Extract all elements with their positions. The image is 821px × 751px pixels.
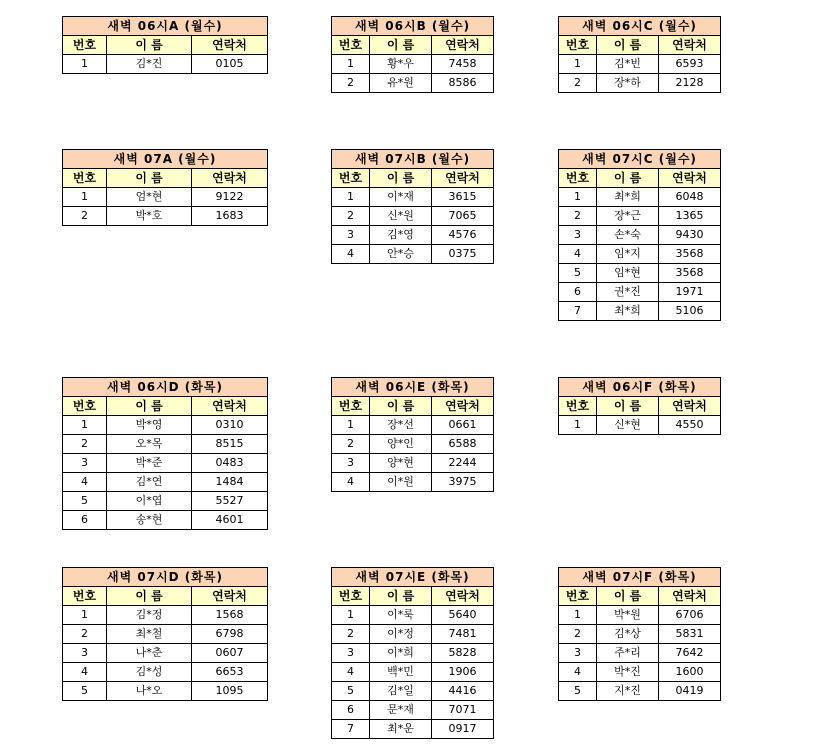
contact-number: 0105	[192, 55, 268, 74]
table-title: 새벽 07시F (화목)	[559, 568, 721, 587]
table-row	[559, 283, 721, 302]
row-number: 2	[63, 207, 107, 226]
contact-number: 0483	[192, 454, 268, 473]
contact-number: 6588	[432, 435, 494, 454]
member-name: 신*현	[597, 416, 659, 435]
header-name: 이 름	[597, 397, 659, 416]
row-number: 1	[332, 55, 370, 74]
contact-number: 3975	[432, 473, 494, 492]
member-name: 최*희	[597, 188, 659, 207]
header-name: 이 름	[370, 169, 432, 188]
member-name: 양*현	[370, 454, 432, 473]
table-row	[559, 264, 721, 283]
member-name: 백*민	[370, 663, 432, 682]
contact-number: 7458	[432, 55, 494, 74]
row-number: 3	[63, 454, 107, 473]
row-number: 2	[332, 207, 370, 226]
header-contact: 연락처	[192, 587, 268, 606]
class-table	[331, 16, 494, 93]
header-name: 이 름	[370, 397, 432, 416]
header-contact: 연락처	[192, 169, 268, 188]
table-row	[332, 644, 494, 663]
table-title: 새벽 06시F (화목)	[559, 378, 721, 397]
table-row	[63, 682, 268, 701]
member-name: 주*리	[597, 644, 659, 663]
member-name: 임*지	[597, 245, 659, 264]
member-name: 이*정	[370, 625, 432, 644]
member-name: 이*룩	[370, 606, 432, 625]
header-number: 번호	[63, 587, 107, 606]
table-row	[63, 492, 268, 511]
row-number: 7	[332, 720, 370, 739]
header-number: 번호	[332, 397, 370, 416]
member-name: 나*오	[107, 682, 192, 701]
header-number: 번호	[63, 36, 107, 55]
contact-number: 0310	[192, 416, 268, 435]
header-name: 이 름	[370, 587, 432, 606]
row-number: 2	[559, 207, 597, 226]
table-title: 새벽 06시C (월수)	[559, 17, 721, 36]
contact-number: 6798	[192, 625, 268, 644]
header-contact: 연락처	[432, 587, 494, 606]
header-number: 번호	[559, 169, 597, 188]
member-name: 임*현	[597, 264, 659, 283]
row-number: 4	[63, 663, 107, 682]
member-name: 김*영	[370, 226, 432, 245]
table-row	[559, 663, 721, 682]
table-row	[332, 473, 494, 492]
table-row	[559, 207, 721, 226]
table-row	[332, 245, 494, 264]
member-name: 김*진	[107, 55, 192, 74]
table-row	[332, 416, 494, 435]
table-row	[63, 663, 268, 682]
row-number: 4	[332, 473, 370, 492]
member-name: 김*연	[107, 473, 192, 492]
contact-number: 2244	[432, 454, 494, 473]
member-name: 박*호	[107, 207, 192, 226]
member-name: 최*희	[597, 302, 659, 321]
class-table	[331, 567, 494, 739]
row-number: 1	[63, 606, 107, 625]
table-title: 새벽 07시B (월수)	[332, 150, 494, 169]
class-table	[62, 16, 268, 74]
contact-number: 1484	[192, 473, 268, 492]
table-row	[559, 644, 721, 663]
contact-number: 5527	[192, 492, 268, 511]
table-row	[332, 188, 494, 207]
member-name: 김*성	[107, 663, 192, 682]
row-number: 4	[332, 663, 370, 682]
member-name: 장*하	[597, 74, 659, 93]
row-number: 1	[63, 55, 107, 74]
contact-number: 6593	[659, 55, 721, 74]
table-row	[559, 245, 721, 264]
member-name: 손*숙	[597, 226, 659, 245]
contact-number: 4550	[659, 416, 721, 435]
header-contact: 연락처	[659, 169, 721, 188]
row-number: 1	[559, 188, 597, 207]
header-contact: 연락처	[432, 36, 494, 55]
table-title: 새벽 06시A (월수)	[63, 17, 268, 36]
member-name: 송*현	[107, 511, 192, 530]
class-table	[62, 149, 268, 226]
contact-number: 3615	[432, 188, 494, 207]
contact-number: 8586	[432, 74, 494, 93]
row-number: 2	[332, 625, 370, 644]
table-row	[559, 188, 721, 207]
row-number: 6	[63, 511, 107, 530]
member-name: 이*재	[370, 188, 432, 207]
header-contact: 연락처	[659, 587, 721, 606]
member-name: 이*엽	[107, 492, 192, 511]
member-name: 김*상	[597, 625, 659, 644]
table-row	[559, 682, 721, 701]
member-name: 양*인	[370, 435, 432, 454]
row-number: 3	[559, 644, 597, 663]
member-name: 안*승	[370, 245, 432, 264]
header-contact: 연락처	[432, 397, 494, 416]
member-name: 오*목	[107, 435, 192, 454]
contact-number: 0375	[432, 245, 494, 264]
member-name: 유*원	[370, 74, 432, 93]
header-contact: 연락처	[659, 36, 721, 55]
contact-number: 6048	[659, 188, 721, 207]
member-name: 지*진	[597, 682, 659, 701]
header-name: 이 름	[107, 397, 192, 416]
member-name: 최*철	[107, 625, 192, 644]
member-name: 박*준	[107, 454, 192, 473]
table-row	[63, 435, 268, 454]
table-row	[63, 511, 268, 530]
table-row	[332, 682, 494, 701]
contact-number: 0917	[432, 720, 494, 739]
table-row	[332, 606, 494, 625]
table-title: 새벽 06시D (화목)	[63, 378, 268, 397]
class-table	[558, 16, 721, 93]
row-number: 2	[63, 625, 107, 644]
member-name: 신*원	[370, 207, 432, 226]
table-row	[332, 207, 494, 226]
member-name: 박*진	[597, 663, 659, 682]
header-number: 번호	[559, 36, 597, 55]
member-name: 박*원	[597, 606, 659, 625]
table-row	[63, 55, 268, 74]
table-row	[332, 226, 494, 245]
row-number: 3	[332, 226, 370, 245]
header-number: 번호	[332, 36, 370, 55]
contact-number: 1971	[659, 283, 721, 302]
row-number: 2	[559, 625, 597, 644]
row-number: 1	[559, 55, 597, 74]
contact-number: 1906	[432, 663, 494, 682]
row-number: 1	[332, 188, 370, 207]
contact-number: 4601	[192, 511, 268, 530]
header-name: 이 름	[597, 169, 659, 188]
header-name: 이 름	[597, 587, 659, 606]
member-name: 장*선	[370, 416, 432, 435]
member-name: 황*우	[370, 55, 432, 74]
member-name: 박*영	[107, 416, 192, 435]
row-number: 1	[63, 416, 107, 435]
table-row	[63, 473, 268, 492]
header-number: 번호	[63, 169, 107, 188]
table-row	[332, 625, 494, 644]
row-number: 2	[63, 435, 107, 454]
contact-number: 4576	[432, 226, 494, 245]
header-name: 이 름	[107, 169, 192, 188]
table-title: 새벽 06시B (월수)	[332, 17, 494, 36]
header-name: 이 름	[597, 36, 659, 55]
table-row	[559, 302, 721, 321]
row-number: 2	[332, 74, 370, 93]
member-name: 김*빈	[597, 55, 659, 74]
contact-number: 1683	[192, 207, 268, 226]
row-number: 6	[559, 283, 597, 302]
contact-number: 5831	[659, 625, 721, 644]
table-row	[332, 720, 494, 739]
table-title: 새벽 07시E (화목)	[332, 568, 494, 587]
row-number: 3	[63, 644, 107, 663]
member-name: 장*근	[597, 207, 659, 226]
header-name: 이 름	[370, 36, 432, 55]
row-number: 1	[332, 416, 370, 435]
contact-number: 0607	[192, 644, 268, 663]
table-row	[63, 606, 268, 625]
class-table	[62, 377, 268, 530]
header-number: 번호	[332, 587, 370, 606]
table-title: 새벽 07시C (월수)	[559, 150, 721, 169]
row-number: 3	[559, 226, 597, 245]
contact-number: 9430	[659, 226, 721, 245]
member-name: 나*춘	[107, 644, 192, 663]
header-contact: 연락처	[659, 397, 721, 416]
row-number: 5	[63, 682, 107, 701]
contact-number: 7065	[432, 207, 494, 226]
row-number: 5	[559, 264, 597, 283]
row-number: 5	[63, 492, 107, 511]
table-row	[332, 74, 494, 93]
contact-number: 4416	[432, 682, 494, 701]
table-row	[332, 55, 494, 74]
table-title: 새벽 06시E (화목)	[332, 378, 494, 397]
contact-number: 1600	[659, 663, 721, 682]
header-number: 번호	[559, 587, 597, 606]
table-row	[559, 416, 721, 435]
row-number: 1	[559, 416, 597, 435]
contact-number: 6706	[659, 606, 721, 625]
contact-number: 8515	[192, 435, 268, 454]
header-contact: 연락처	[432, 169, 494, 188]
class-table	[331, 377, 494, 492]
table-row	[63, 416, 268, 435]
table-row	[332, 663, 494, 682]
contact-number: 2128	[659, 74, 721, 93]
contact-number: 7481	[432, 625, 494, 644]
header-contact: 연락처	[192, 36, 268, 55]
contact-number: 3568	[659, 245, 721, 264]
contact-number: 0661	[432, 416, 494, 435]
table-row	[559, 226, 721, 245]
class-table	[558, 377, 721, 435]
member-name: 김*일	[370, 682, 432, 701]
row-number: 2	[559, 74, 597, 93]
member-name: 이*원	[370, 473, 432, 492]
table-row	[332, 454, 494, 473]
row-number: 5	[332, 682, 370, 701]
table-row	[63, 625, 268, 644]
table-row	[63, 188, 268, 207]
header-contact: 연락처	[192, 397, 268, 416]
table-row	[63, 644, 268, 663]
contact-number: 3568	[659, 264, 721, 283]
contact-number: 1568	[192, 606, 268, 625]
contact-number: 6653	[192, 663, 268, 682]
row-number: 6	[332, 701, 370, 720]
contact-number: 5106	[659, 302, 721, 321]
contact-number: 5640	[432, 606, 494, 625]
header-name: 이 름	[107, 36, 192, 55]
contact-number: 5828	[432, 644, 494, 663]
table-row	[332, 701, 494, 720]
table-row	[63, 207, 268, 226]
class-table	[558, 149, 721, 321]
contact-number: 7642	[659, 644, 721, 663]
table-title: 새벽 07시D (화목)	[63, 568, 268, 587]
contact-number: 0419	[659, 682, 721, 701]
row-number: 1	[332, 606, 370, 625]
table-row	[559, 74, 721, 93]
row-number: 4	[332, 245, 370, 264]
contact-number: 7071	[432, 701, 494, 720]
table-row	[559, 625, 721, 644]
contact-number: 9122	[192, 188, 268, 207]
row-number: 3	[332, 454, 370, 473]
member-name: 권*진	[597, 283, 659, 302]
contact-number: 1365	[659, 207, 721, 226]
row-number: 7	[559, 302, 597, 321]
table-row	[559, 606, 721, 625]
row-number: 2	[332, 435, 370, 454]
table-row	[63, 454, 268, 473]
member-name: 문*재	[370, 701, 432, 720]
class-table	[558, 567, 721, 701]
header-number: 번호	[559, 397, 597, 416]
table-row	[559, 55, 721, 74]
table-row	[332, 435, 494, 454]
row-number: 4	[63, 473, 107, 492]
member-name: 엄*현	[107, 188, 192, 207]
member-name: 최*운	[370, 720, 432, 739]
header-name: 이 름	[107, 587, 192, 606]
member-name: 김*정	[107, 606, 192, 625]
row-number: 4	[559, 663, 597, 682]
member-name: 이*희	[370, 644, 432, 663]
class-table	[331, 149, 494, 264]
contact-number: 1095	[192, 682, 268, 701]
row-number: 3	[332, 644, 370, 663]
header-number: 번호	[63, 397, 107, 416]
class-table	[62, 567, 268, 701]
row-number: 1	[63, 188, 107, 207]
row-number: 1	[559, 606, 597, 625]
header-number: 번호	[332, 169, 370, 188]
row-number: 4	[559, 245, 597, 264]
row-number: 5	[559, 682, 597, 701]
table-title: 새벽 07A (월수)	[63, 150, 268, 169]
